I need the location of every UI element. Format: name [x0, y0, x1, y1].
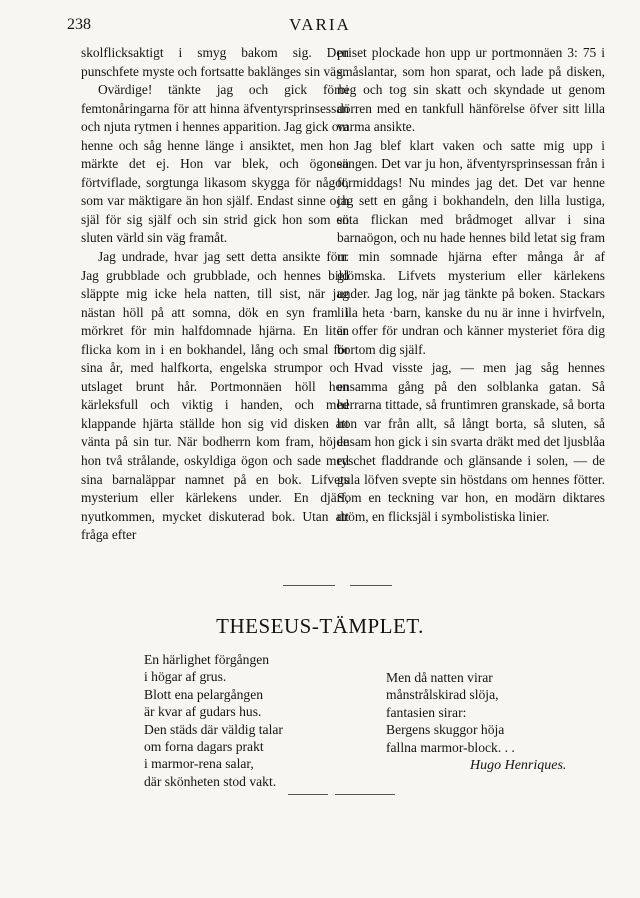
poem-line: i högar af grus.: [144, 669, 227, 685]
right-text-column: [337, 44, 605, 526]
left-paragraph-1: skolflicksaktigt i smyg bakom sig. Den punschfete myste och fortsatte baklänges sin väg.: [81, 45, 349, 79]
end-divider-right: [335, 794, 395, 795]
poem-line: Men då natten virar: [386, 670, 493, 685]
poem-title: THESEUS-TÄMPLET.: [216, 614, 424, 638]
poem-line: Den städs där väldig talar: [144, 721, 283, 737]
poem-stanza-1: [144, 651, 283, 790]
left-text-column: [81, 44, 349, 545]
poem-line: om forna dagars prakt: [144, 739, 264, 755]
section-divider-left: [283, 585, 335, 586]
right-paragraph-3: Hvad visste jag, — men jag såg hennes ensamma gång på den solblanka gatan. Så herrarna tittade, så fruntimren granskade, så borta hon var från allt, så långt borta, så sluten, så ensam hon gick i sin svarta dräkt med det ljusblåa ryschet fladdrande och glänsande i solen, — de gula löfven svepte sin höstdans om hennes fötter. Som en teckning var hon, en modärn diktares dröm, en flicksjäl i symbolistiska linier.: [337, 360, 605, 524]
page-number: 238: [67, 16, 91, 33]
right-paragraph-1: priset plockade hon upp ur portmonnäen 3: 75 i småslantar, som hon sparat, och lade på disken, neg och tog sin skatt och skyndade ut genom dörren med en tankfull hänförelse öfver sitt lilla varma ansikte.: [337, 45, 605, 135]
poem-stanza-2: [386, 669, 515, 756]
poem-line: i marmor-rena salar,: [144, 756, 254, 772]
poem-line: Bergens skuggor höja: [386, 722, 505, 738]
left-paragraph-2: Ovärdige! tänkte jag och gick förbi femtonåringarna för att hinna äfventyrsprinsessan och njuta rytmen i hennes apparition. Jag gick om henne och såg henne länge i ansiktet, men hon märkte det ej. Hon var blek, och ögonen förtviflade, sorgtunga likasom skygga för något, som var mäktigare än hon själf. Endast sinne och själ för sig själf och sin strid gick hon som en sluten värld sin väg framåt.: [81, 82, 349, 246]
poem-line: är kvar af gudars hus.: [144, 704, 262, 720]
poem-line: fantasien sirar:: [386, 704, 467, 720]
section-divider-right: [350, 585, 392, 586]
right-paragraph-2: Jag blef klart vaken och satte mig upp i sängen. Det var ju hon, äfventyrsprinsessan från i förmiddags! Nu mindes jag det. Det var henne jag sett en gång i bokhandeln, den lilla lustiga, söta flickan med brådmoget allvar i sina barnaögon, och nu hade hennes bild letat sig fram ur min somnade hjärna efter många år af glömska. Lifvets mysterium eller kärlekens under. Jag log, när jag tänkte på boken. Stackars lilla heta ·barn, kanske du nu är inne i hvirfveln, är offer för undran och känner mysteriet föra dig bortom dig själf.: [337, 137, 605, 357]
left-paragraph-3: Jag undrade, hvar jag sett detta ansikte förr. Jag grubblade och grubblade, och hennes bild släppte mig icke hela natten, till sist, när jag nästan höll på att somna, dök en syn fram i mörkret för min halfdomnade hjärna. En liten flicka kom in i en bokhandel, lång och smal för sina år, med halfkorta, engelska strumpor och utslaget brunt hår. Portmonnäen höll hon kärleksfull och viktig i handen, och med klappande hjärta ställde hon sig vid disken att vänta på sin tur. När bodherrn kom fram, höjde hon två strålande, oskyldiga ögon och sade med sina barnaläppar namnet på en bok. Lifvets mysterium eller kärlekens under. En djärf, nyutkommen, mycket diskuterad bok. Utan att fråga efter: [81, 249, 349, 543]
end-divider-left: [288, 794, 328, 795]
poem-line: månstrålskirad slöja,: [386, 687, 499, 703]
running-title: VARIA: [289, 15, 351, 34]
poem-line: En härlighet förgången: [144, 652, 270, 667]
poem-author: Hugo Henriques.: [470, 758, 567, 773]
poem-line: där skönheten stod vakt.: [144, 773, 277, 789]
poem-line: Blott ena pelargången: [144, 686, 264, 702]
poem-line: fallna marmor-block. . .: [386, 739, 515, 755]
